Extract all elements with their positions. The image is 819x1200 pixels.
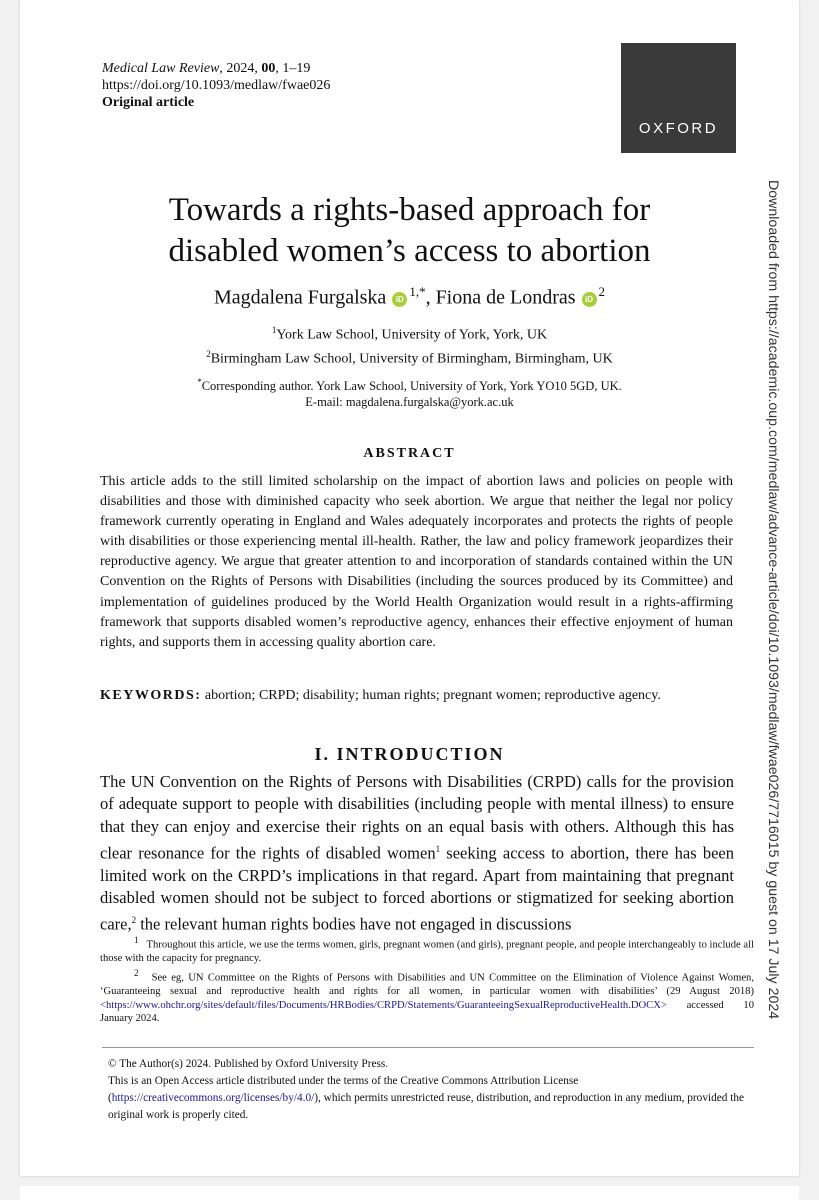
footnote-number: 2 — [134, 968, 139, 979]
oxford-logo: OXFORD — [621, 43, 736, 153]
citation-line — [102, 60, 330, 77]
divider — [102, 1047, 754, 1048]
title-line-2: disabled women’s access to abortion — [168, 233, 651, 269]
affiliation-mark: 1 — [271, 325, 277, 335]
footnote — [100, 967, 754, 1025]
title-line-1: Towards a rights-based approach for — [168, 192, 651, 228]
affiliation-mark: 2 — [206, 348, 211, 359]
next-page-edge — [20, 1186, 799, 1200]
author-name: Fiona de Londras — [435, 286, 576, 309]
orcid-icon[interactable]: iD — [392, 292, 407, 307]
article-type: Original article — [102, 95, 195, 110]
copyright-line: © The Author(s) 2024. Published by Oxford University Press. — [108, 1058, 389, 1070]
keywords — [100, 687, 750, 705]
affiliations — [20, 321, 799, 368]
author-marks: 2 — [598, 284, 606, 299]
journal-name: Medical Law Review — [102, 61, 220, 76]
doi-link[interactable]: https://doi.org/10.1093/medlaw/fwae026 — [102, 78, 331, 93]
license-text — [108, 1073, 753, 1124]
corresponding-email[interactable]: E-mail: magdalena.furgalska@york.ac.uk — [305, 395, 514, 410]
citation-volume: 00 — [261, 61, 276, 76]
footnote-ref[interactable]: 1 — [435, 843, 441, 854]
body-paragraph — [100, 771, 734, 936]
author-name: Magdalena Furgalska — [213, 286, 387, 309]
body-text: seeking access to abortion, there has been limited work on the CRPD’s implications in that regard. Apart from maintaining that pregnant disabled women should not be subject to forced abortions or stigmatized for seeking abortion care, — [100, 843, 734, 934]
license-pre: This is an Open Access article distributed under the terms of the Creative Commons Attribution License ( — [108, 1075, 579, 1104]
footnote-number: 1 — [134, 935, 139, 945]
corresponding-author — [20, 374, 799, 410]
abstract-heading: ABSTRACT — [363, 446, 456, 461]
affiliation-text: Birmingham Law School, University of Birmingham, Birmingham, UK — [210, 351, 613, 367]
license-post: ), which permits unrestricted reuse, distribution, and reproduction in any medium, provided the original work is properly cited. — [108, 1092, 745, 1121]
corresponding-mark: * — [197, 377, 202, 387]
affiliation — [20, 321, 799, 345]
affiliation-text: York Law School, University of York, York, UK — [276, 327, 548, 343]
footnote-ref[interactable]: 2 — [131, 915, 137, 926]
article-page — [20, 0, 799, 1176]
copyright-block — [108, 1056, 753, 1124]
keywords-label: KEYWORDS: — [100, 688, 202, 703]
download-watermark: Downloaded from https://academic.oup.com/medlaw/advance-article/doi/10.1093/medlaw/fwae026/7716015 by guest on 17 July 2024 — [765, 180, 781, 1020]
orcid-icon[interactable]: iD — [582, 292, 597, 307]
footnote-text: Throughout this article, we use the terms women, girls, pregnant women (and girls), pregnant people, and people interchangeably to include all those with the capacity for pregnancy. — [100, 939, 754, 964]
corresponding-text: Corresponding author. York Law School, University of York, York YO10 5GD, UK. — [201, 379, 622, 394]
article-title — [20, 190, 799, 272]
footnote-text: See eg, UN Committee on the Rights of Persons with Disabilities and UN Committee on the Elimination of Violence Against Women, ‘Guaranteeing sexual and reproductive health and rights for all women, in particular women with disabilities’ (29 August 2018) — [100, 972, 754, 998]
footnote-text: accessed 10 January 2024. — [100, 999, 754, 1025]
affiliation — [20, 345, 799, 369]
section-heading: I. INTRODUCTION — [314, 744, 505, 764]
journal-info — [102, 60, 330, 111]
footnotes — [100, 934, 754, 1028]
abstract-text: This article adds to the still limited scholarship on the impact of abortion laws and policies on people with disabilities and those with diminished capacity who seek abortion. We argue that neither the legal nor policy framework currently operating in England and Wales adequately incorporates and protects the rights of people with disabilities or those experiencing mental ill-health. Rather, the law and policy framework jeopardizes their reproductive agency. We argue that greater attention to and incorporation of standards contained within the UN Convention on the Rights of Persons with Disabilities (including the sources produced by its Committee) and implementation of guidelines produced by the World Health Organization would result in a rights-affirming framework that supports disabled women’s reproductive agency, enhances their effective enjoyment of human rights, and supports them in accessing quality abortion care. — [100, 474, 733, 650]
keywords-text: abortion; CRPD; disability; human rights; pregnant women; reproductive agency. — [204, 688, 661, 703]
citation-pages: , 1–19 — [275, 61, 311, 76]
author-list: Magdalena Furgalska $iD^{1,*}$, Fiona de Londras $iD^2$ — [213, 284, 606, 309]
author-marks: 1,* — [409, 284, 426, 299]
footnote — [100, 934, 754, 965]
footnote-link[interactable]: <https://www.ohchr.org/sites/default/files/Documents/HRBodies/CRPD/Statements/GuaranteeingSexualReproductiveHealth.DOCX> — [100, 999, 667, 1011]
citation-year: , 2024, — [219, 61, 262, 76]
body-text: the relevant human rights bodies have not engaged in discussions — [136, 914, 572, 934]
corresponding-address — [20, 374, 799, 394]
body-text: The UN Convention on the Rights of Persons with Disabilities (CRPD) calls for the provision of adequate support to people with disabilities (including people with mental illness) to ensure that they can enjoy and exercise their rights on an equal basis with others. Although this has clear resonance for the rights of disabled women — [100, 772, 734, 863]
license-link[interactable]: https://creativecommons.org/licenses/by/4.0/ — [111, 1092, 315, 1104]
